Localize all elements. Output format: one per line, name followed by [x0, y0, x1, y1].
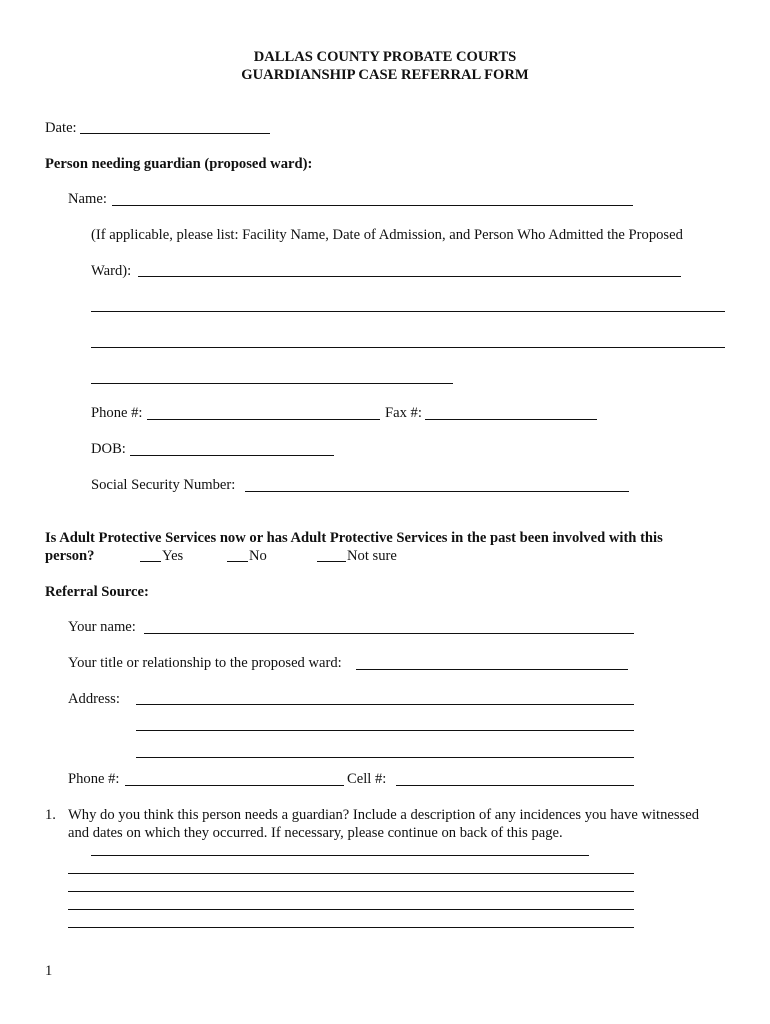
- referrer-phone-label: Phone #:: [68, 771, 120, 787]
- aps-no-label: No: [249, 548, 267, 564]
- referrer-phone-field[interactable]: [125, 785, 344, 786]
- question1-line2: and dates on which they occurred. If necessary, please continue on back of this page.: [68, 825, 563, 841]
- ward-phone-field[interactable]: [147, 419, 380, 420]
- ward-name-label: Name:: [68, 191, 107, 207]
- referrer-cell-field[interactable]: [396, 785, 634, 786]
- page-number: 1: [45, 963, 53, 979]
- aps-question-line1: Is Adult Protective Services now or has Adult Protective Services in the past been involved with this: [45, 530, 663, 546]
- referrer-name-label: Your name:: [68, 619, 136, 635]
- ward-dob-field[interactable]: [130, 455, 334, 456]
- question1-answer-line5[interactable]: [68, 927, 634, 928]
- ward-ssn-label: Social Security Number:: [91, 477, 236, 493]
- aps-no-blank[interactable]: [227, 561, 248, 562]
- question1-answer-line2[interactable]: [68, 873, 634, 874]
- referrer-address-label: Address:: [68, 691, 120, 707]
- facility-note-line1: (If applicable, please list: Facility Name, Date of Admission, and Person Who Admitted the Proposed: [91, 227, 683, 243]
- ward-dob-label: DOB:: [91, 441, 126, 457]
- referrer-name-field[interactable]: [144, 633, 634, 634]
- aps-yes-label: Yes: [162, 548, 184, 564]
- facility-field-line3[interactable]: [91, 347, 725, 348]
- referrer-address-field-line1[interactable]: [136, 704, 634, 705]
- form-title-line2: GUARDIANSHIP CASE REFERRAL FORM: [241, 67, 529, 83]
- facility-field-line2[interactable]: [91, 311, 725, 312]
- aps-not-sure-blank[interactable]: [317, 561, 346, 562]
- referrer-address-field-line2[interactable]: [136, 730, 634, 731]
- ward-fax-field[interactable]: [425, 419, 597, 420]
- ward-name-field[interactable]: [112, 205, 633, 206]
- facility-field-line4[interactable]: [91, 383, 453, 384]
- facility-field-line1[interactable]: [138, 276, 681, 277]
- ward-ssn-field[interactable]: [245, 491, 629, 492]
- ward-phone-label: Phone #:: [91, 405, 143, 421]
- aps-question-line2: person?: [45, 548, 95, 564]
- referrer-title-label: Your title or relationship to the proposed ward:: [68, 655, 342, 671]
- date-field[interactable]: [80, 133, 270, 134]
- question1-number: 1.: [45, 807, 56, 823]
- referral-source-heading: Referral Source:: [45, 584, 149, 600]
- ward-fax-label: Fax #:: [385, 405, 422, 421]
- question1-answer-line3[interactable]: [68, 891, 634, 892]
- referrer-title-field[interactable]: [356, 669, 628, 670]
- referrer-address-field-line3[interactable]: [136, 757, 634, 758]
- question1-answer-line4[interactable]: [68, 909, 634, 910]
- question1-answer-line1[interactable]: [91, 855, 589, 856]
- date-label: Date:: [45, 120, 77, 136]
- aps-yes-blank[interactable]: [140, 561, 161, 562]
- referrer-cell-label: Cell #:: [347, 771, 387, 787]
- ward-section-heading: Person needing guardian (proposed ward):: [45, 156, 313, 172]
- facility-note-line2: Ward):: [91, 263, 132, 279]
- form-title-line1: DALLAS COUNTY PROBATE COURTS: [253, 49, 517, 65]
- question1-line1: Why do you think this person needs a guardian? Include a description of any incidences you have witnessed: [68, 807, 700, 823]
- aps-not-sure-label: Not sure: [347, 548, 397, 564]
